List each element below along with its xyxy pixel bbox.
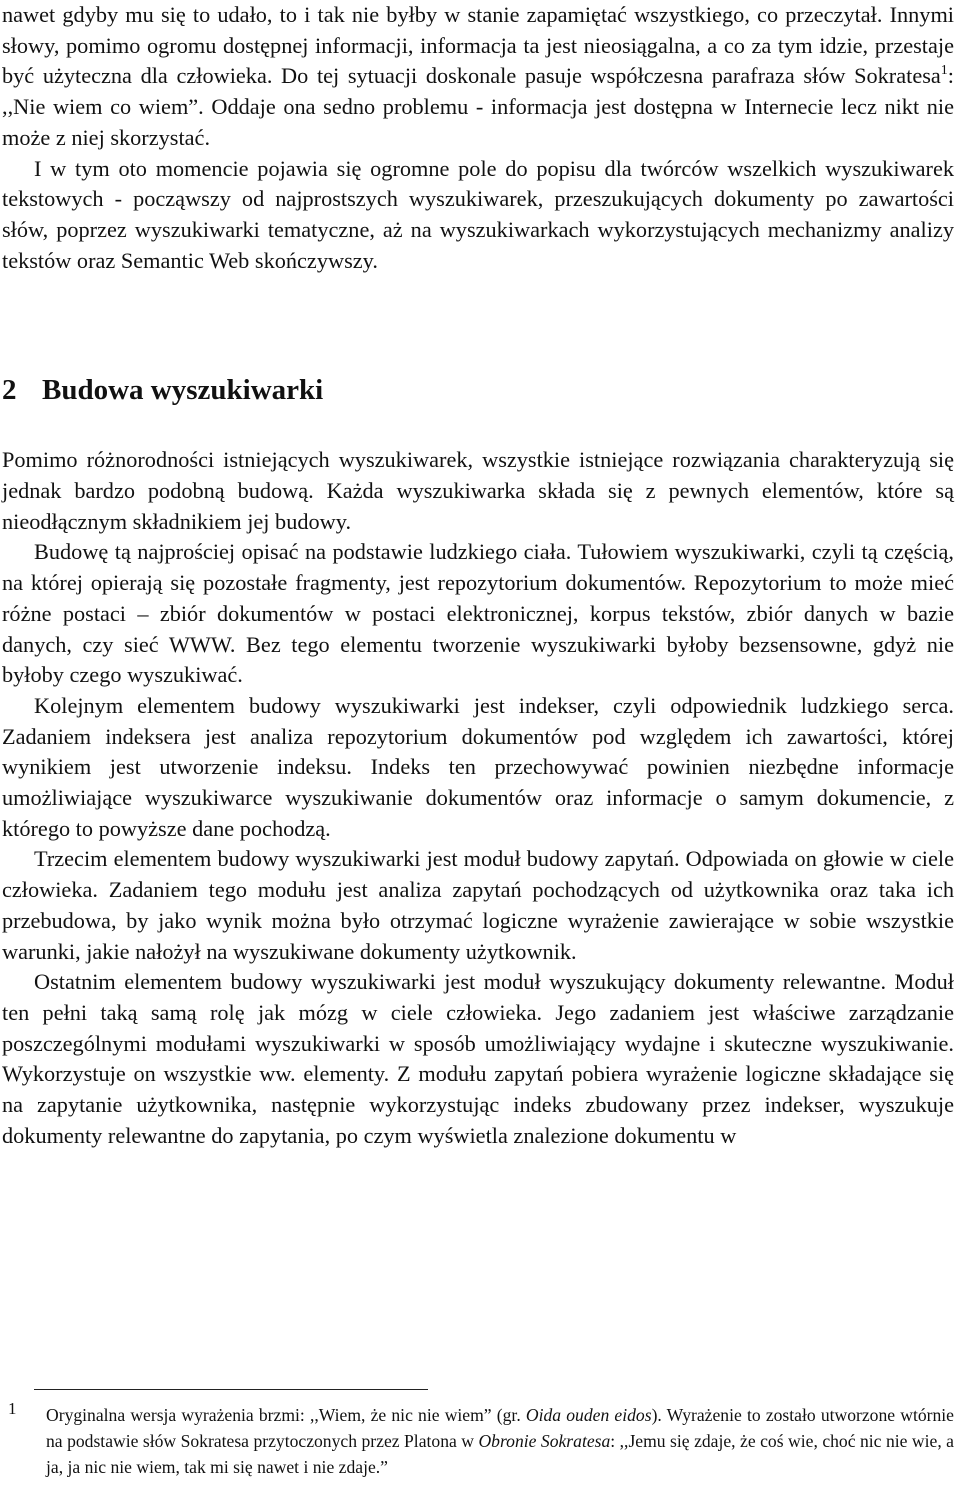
footnote-greek-phrase: Oida ouden eidos — [525, 1405, 652, 1425]
body-paragraph-1: Pomimo różnorodności istniejących wyszukiwarek, wszystkie istniejące rozwiązania charakteryzują się jednak bardzo podobną budową. Każda wyszukiwarka składa się z pewnych elementów, które są nieodłącznym składnikiem jej budowy. — [2, 447, 954, 534]
footnote-text-part-1: Oryginalna wersja wyrażenia brzmi: ,,Wiem, że nic nie wiem” (gr. — [46, 1405, 526, 1425]
footnote-mark: 1 — [8, 1399, 17, 1418]
intro-paragraph-1-text: nawet gdyby mu się to udało, to i tak nie byłby w stanie zapamiętać wszystkiego, co przeczytał. Innymi słowy, pomimo ogromu dostępnej informacji, informacja ta jest nieosiągalna, a co za tym idzie, przestaje być użyteczna dla człowieka. Do tej sytuacji doskonale pasuje współczesna parafraza słów Sokratesa — [2, 2, 954, 89]
footnote-work-title: Obronie Sokratesa — [478, 1431, 611, 1451]
footnote-text — [2, 1402, 954, 1480]
body-paragraph-3: Kolejnym elementem budowy wyszukiwarki jest indekser, czyli odpowiednik ludzkiego serca. Zadaniem indeksera jest analiza repozytorium dokumentów pod względem ich zawartości, której wynikiem jest utworzenie indeksu. Indeks ten przechowywać powinien niezbędne informacje umożliwiające wyszukiwarce wyszukiwanie dokumentów oraz informacje o samym dokumencie, z którego to powyższe dane pochodzą. — [2, 692, 954, 841]
section-number: 2 — [2, 374, 17, 407]
body-paragraph-2: Budowę tą najprościej opisać na podstawie ludzkiego ciała. Tułowiem wyszukiwarki, czyli tą częścią, na której opierają się pozostałe fragmenty, jest repozytorium dokumentów. Repozytorium to może mieć różne postaci – zbiór dokumentów w postaci elektronicznej, korpus tekstów, zbiór danych w bazie danych, czy sieć WWW. Bez tego elementu tworzenie wyszukiwarki byłoby bezsensowne, gdyż nie byłoby czego wyszukiwać. — [2, 539, 954, 688]
body-paragraph-4: Trzecim elementem budowy wyszukiwarki jest moduł budowy zapytań. Odpowiada on głowie w ciele człowieka. Zadaniem tego modułu jest analiza zapytań pochodzących od użytkownika oraz taka ich przebudowa, by jako wynik można było otrzymać logiczne wyrażenie zawierające w sobie wszystkie warunki, jakie nałożył na wyszukiwane dokumenty użytkownik. — [2, 846, 954, 964]
footnote-area — [2, 1399, 954, 1480]
intro-paragraph-1 — [2, 0, 954, 154]
section-title: Budowa wyszukiwarki — [42, 374, 324, 407]
body-paragraph-5: Ostatnim elementem budowy wyszukiwarki jest moduł wyszukujący dokumenty relewantne. Moduł ten pełni taką samą rolę jak mózg w ciele człowieka. Jego zadaniem jest właściwe zarządzanie poszczególnymi modułami wyszukiwarki w sposób umożliwiający wydajne i skuteczne wyszukiwanie. Wykorzystuje on wszystkie ww. elementy. Z modułu zapytań pobiera wyrażenie logiczne składające się na zapytanie użytkownika, następnie wykorzystując indeks zbudowany przez indekser, wyszukuje dokumenty relewantne do zapytania, po czym wyświetla znalezione dokumentu w — [2, 969, 954, 1148]
footnote-reference[interactable]: 1 — [940, 63, 948, 79]
footnote-text-part-3: : ,,Jemu się zdaje, że coś wie, choć nic nie wie, a ja, ja nic nie wiem, tak mi się nawet i nie zdaje.” — [46, 1431, 954, 1477]
footnote-separator — [34, 1389, 428, 1390]
section-heading — [2, 372, 954, 408]
intro-paragraph-2: I w tym oto momencie pojawia się ogromne pole do popisu dla twórców wszelkich wyszukiwarek tekstowych - począwszy od najprostszych wyszukiwarek, przeszukujących dokumenty po zawartości słów, poprzez wyszukiwarki tematyczne, aż na wyszukiwarkach wykorzystujących mechanizmy analizy tekstów oraz Semantic Web skończywszy. — [2, 155, 954, 273]
footnote-text-part-2: ). Wyrażenie to zostało utworzone wtórnie na podstawie słów Sokratesa przytoczonych przez Platona w — [46, 1405, 954, 1451]
intro-paragraph-1-tail: Oddaje ona sedno problemu - informacja jest dostępna w Internecie lecz nikt nie może z niej skorzystać. — [2, 94, 954, 150]
sokrates-quote: : ,,Nie wiem co wiem”. — [2, 63, 954, 120]
